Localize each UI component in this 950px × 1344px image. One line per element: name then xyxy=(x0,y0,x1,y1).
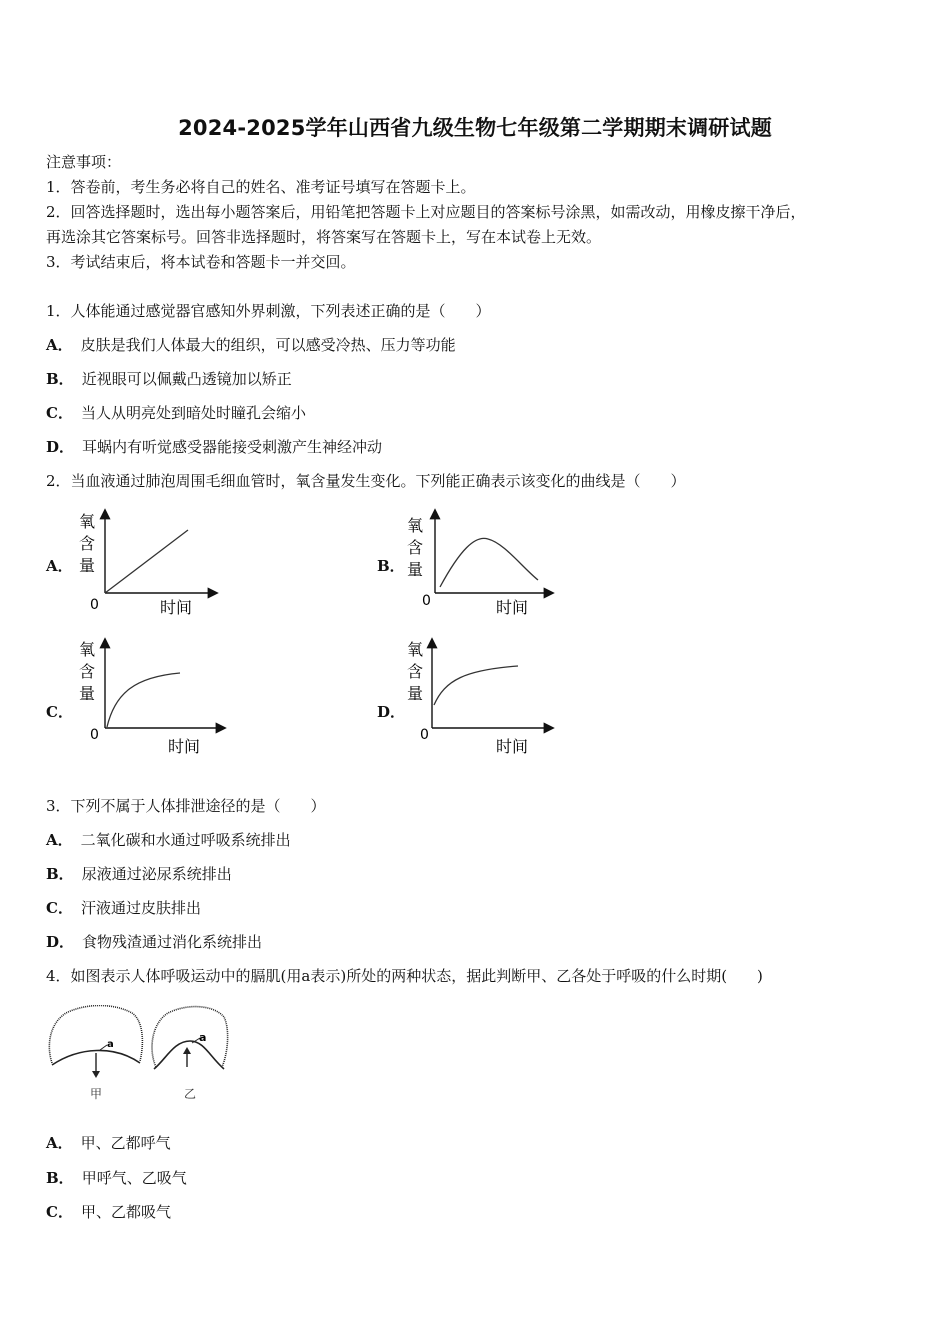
option-text: 二氧化碳和水通过呼吸系统排出 xyxy=(80,831,291,849)
page-title: 2024-2025学年山西省九级生物七年级第二学期期末调研试题 xyxy=(178,116,772,140)
notice-line: 3．考试结束后，将本试卷和答题卡一并交回。 xyxy=(46,253,356,271)
question-3-option-d xyxy=(46,932,262,952)
question-1-option-c xyxy=(46,403,306,423)
question-4-stem: 4．如图表示人体呼吸运动中的膈肌(用a表示)所处的两种状态，据此判断甲、乙各处于呼吸的什么时期( ) xyxy=(46,967,763,985)
y-label-char: 量 xyxy=(79,556,96,575)
graph-d xyxy=(400,635,560,760)
notice-line: 1．答卷前，考生务必将自己的姓名、准考证号填写在答题卡上。 xyxy=(46,178,476,196)
question-1-option-a xyxy=(46,335,456,355)
y-label-char: 含 xyxy=(407,538,424,557)
graph-b xyxy=(400,505,560,620)
y-label-char: 氧 xyxy=(79,640,96,659)
question-3-option-b xyxy=(46,864,232,884)
figure-jia xyxy=(49,1006,142,1101)
option-letter: D． xyxy=(46,438,75,456)
caption-jia: 甲 xyxy=(90,1087,103,1100)
x-label: 时间 xyxy=(496,598,529,617)
label-a: a xyxy=(199,1031,207,1044)
graph-c-letter: C． xyxy=(46,703,73,721)
option-letter: D． xyxy=(46,933,75,951)
pointer-line xyxy=(100,1045,107,1050)
graph-a-letter: A． xyxy=(46,557,73,575)
rib-outline xyxy=(152,1007,228,1067)
option-letter: C． xyxy=(46,899,73,917)
diaphragm-figure xyxy=(44,1005,234,1100)
notice-line: 再选涂其它答案标号。回答非选择题时，将答案写在答题卡上，写在本试卷上无效。 xyxy=(46,228,602,246)
label-a: a xyxy=(107,1039,114,1050)
option-letter: B． xyxy=(46,370,74,388)
origin-label: 0 xyxy=(90,597,99,613)
option-text: 尿液通过泌尿系统排出 xyxy=(81,865,232,883)
question-3-option-a xyxy=(46,830,291,850)
graph-c xyxy=(70,635,235,760)
option-text: 皮肤是我们人体最大的组织，可以感受冷热、压力等功能 xyxy=(80,336,456,354)
x-label: 时间 xyxy=(168,737,201,756)
option-text: 当人从明亮处到暗处时瞳孔会缩小 xyxy=(80,404,306,422)
x-label: 时间 xyxy=(496,737,529,756)
graph-d-letter: D． xyxy=(377,703,406,721)
y-label-char: 含 xyxy=(79,662,96,681)
curve-rise-fall xyxy=(440,538,538,587)
notice-heading: 注意事项： xyxy=(46,153,122,171)
y-label-char: 含 xyxy=(79,534,96,553)
option-letter: A． xyxy=(46,831,73,849)
graph-b-letter: B． xyxy=(377,557,405,575)
question-2-stem: 2．当血液通过肺泡周围毛细血管时，氧含量发生变化。下列能正确表示该变化的曲线是（ ） xyxy=(46,472,686,490)
y-label-char: 氧 xyxy=(79,512,96,531)
question-1-option-b xyxy=(46,369,292,389)
option-text: 甲、乙都吸气 xyxy=(80,1203,171,1221)
option-letter: C． xyxy=(46,1203,73,1221)
curve-linear xyxy=(105,530,188,593)
figure-yi xyxy=(152,1007,228,1100)
origin-label: 0 xyxy=(90,727,99,743)
option-letter: C． xyxy=(46,404,73,422)
y-label-char: 氧 xyxy=(407,640,424,659)
question-4-option-a xyxy=(46,1133,171,1153)
origin-label: 0 xyxy=(422,593,431,609)
question-3-stem: 3．下列不属于人体排泄途径的是（ ） xyxy=(46,797,326,815)
option-text: 汗液通过皮肤排出 xyxy=(80,899,201,917)
option-letter: A． xyxy=(46,1134,73,1152)
graph-a xyxy=(70,505,230,620)
up-arrow-head xyxy=(183,1047,191,1054)
question-3-option-c xyxy=(46,898,201,918)
question-1-option-d xyxy=(46,437,382,457)
option-text: 甲、乙都呼气 xyxy=(80,1134,171,1152)
y-label-char: 氧 xyxy=(407,516,424,535)
curve-saturating-from-zero xyxy=(107,673,180,727)
option-text: 甲呼气、乙吸气 xyxy=(81,1169,187,1187)
option-text: 食物残渣通过消化系统排出 xyxy=(82,933,263,951)
notice-line: 2．回答选择题时，选出每小题答案后，用铅笔把答题卡上对应题目的答案标号涂黑，如需改动，用橡皮擦干净后， xyxy=(46,203,806,221)
option-text: 耳蜗内有听觉感受器能接受刺激产生神经冲动 xyxy=(82,438,383,456)
question-4-option-c xyxy=(46,1202,171,1222)
option-letter: A． xyxy=(46,336,73,354)
curve-saturating-from-offset xyxy=(434,666,518,705)
diaphragm-line xyxy=(154,1041,224,1069)
option-text: 近视眼可以佩戴凸透镜加以矫正 xyxy=(81,370,292,388)
option-letter: B． xyxy=(46,1169,74,1187)
y-label-char: 量 xyxy=(407,684,424,703)
option-letter: B． xyxy=(46,865,74,883)
caption-yi: 乙 xyxy=(184,1087,197,1100)
question-4-option-b xyxy=(46,1168,187,1188)
question-1-stem: 1．人体能通过感觉器官感知外界刺激，下列表述正确的是（ ） xyxy=(46,302,491,320)
origin-label: 0 xyxy=(420,727,429,743)
y-label-char: 量 xyxy=(79,684,96,703)
down-arrow-head xyxy=(92,1071,100,1078)
y-label-char: 量 xyxy=(407,560,424,579)
y-label-char: 含 xyxy=(407,662,424,681)
x-label: 时间 xyxy=(160,598,193,617)
